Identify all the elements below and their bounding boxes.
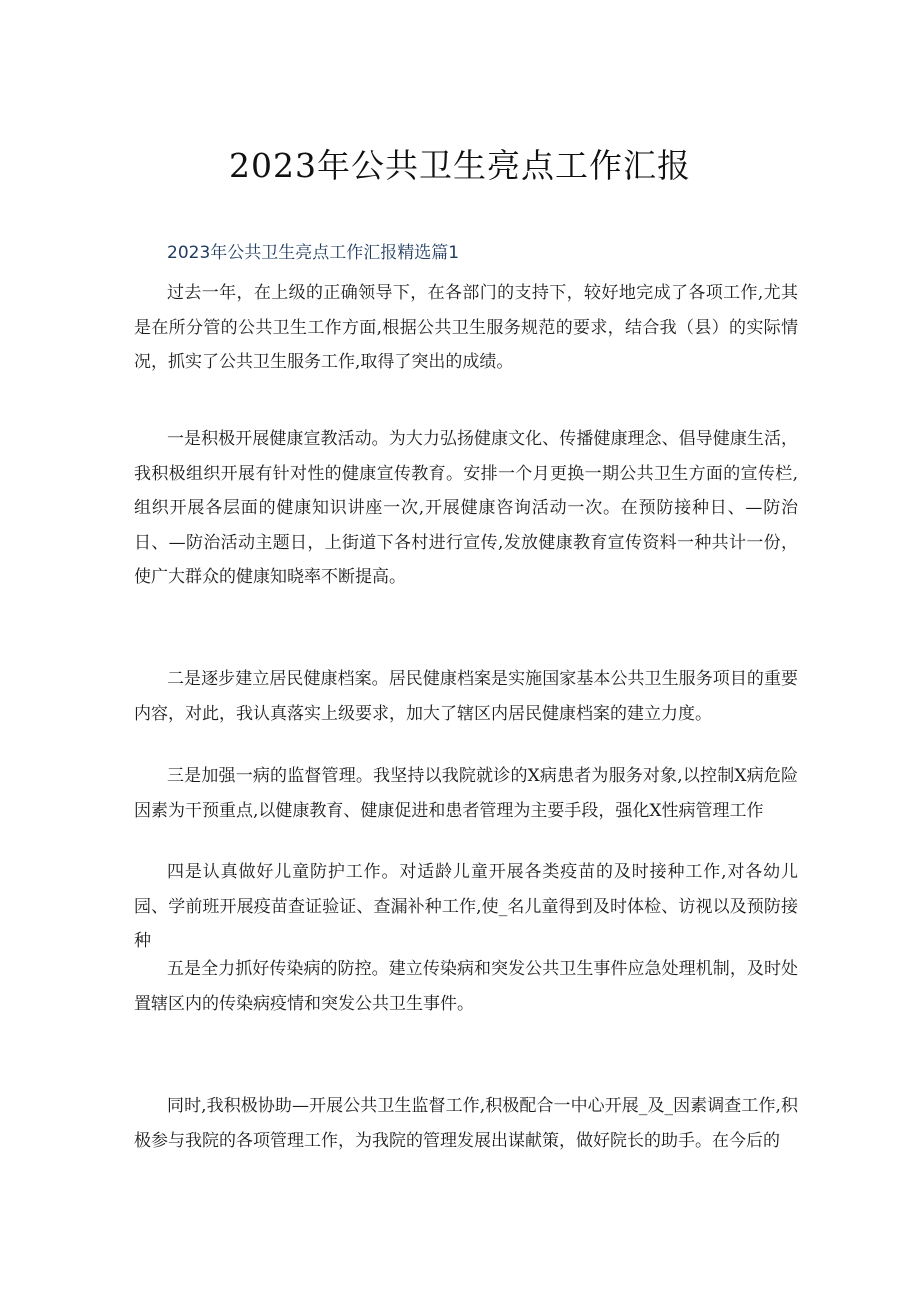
- paragraph-intro: 过去一年，在上级的正确领导下，在各部门的支持下，较好地完成了各项工作,尤其是在所分管的公共卫生工作方面,根据公共卫生服务规范的要求，结合我（县）的实际情况，抓实了公共卫生服务工作,取得了突出的成绩。: [134, 283, 798, 372]
- paragraph-cooperation: 同时,我积极协助—开展公共卫生监督工作,积极配合一中心开展_及_因素调查工作,积极参与我院的各项管理工作，为我院的管理发展出谋献策，做好院长的助手。在今后的: [134, 1096, 798, 1151]
- paragraph-health-records: 二是逐步建立居民健康档案。居民健康档案是实施国家基本公共卫生服务项目的重要内容，对此，我认真落实上级要求，加大了辖区内居民健康档案的建立力度。: [134, 669, 798, 724]
- document-title: 2023年公共卫生亮点工作汇报: [229, 146, 691, 185]
- paragraph-health-education: 一是积极开展健康宣教活动。为大力弘扬健康文化、传播健康理念、倡导健康生活，我积极组织开展有针对性的健康宣传教育。安排一个月更换一期公共卫生方面的宣传栏,组织开展各层面的健康知识讲座一次,开展健康咨询活动一次。在预防接种日、—防治日、—防治活动主题日，上街道下各村进行宣传,发放健康教育宣传资料一种共计一份，使广大群众的健康知晓率不断提高。: [134, 429, 798, 587]
- paragraph-disease-management: 三是加强一病的监督管理。我坚持以我院就诊的X病患者为服务对象,以控制X病危险因素为干预重点,以健康教育、健康促进和患者管理为主要手段，强化X性病管理工作: [134, 766, 798, 821]
- section-heading: 2023年公共卫生亮点工作汇报精选篇1: [167, 243, 460, 263]
- paragraph-child-protection: 四是认真做好儿童防护工作。对适龄儿童开展各类疫苗的及时接种工作,对各幼儿园、学前班开展疫苗查证验证、查漏补种工作,使_名儿童得到及时体检、访视以及预防接种: [134, 862, 798, 951]
- paragraph-infectious-disease: 五是全力抓好传染病的防控。建立传染病和突发公共卫生事件应急处理机制，及时处置辖区内的传染病疫情和突发公共卫生事件。: [134, 959, 798, 1014]
